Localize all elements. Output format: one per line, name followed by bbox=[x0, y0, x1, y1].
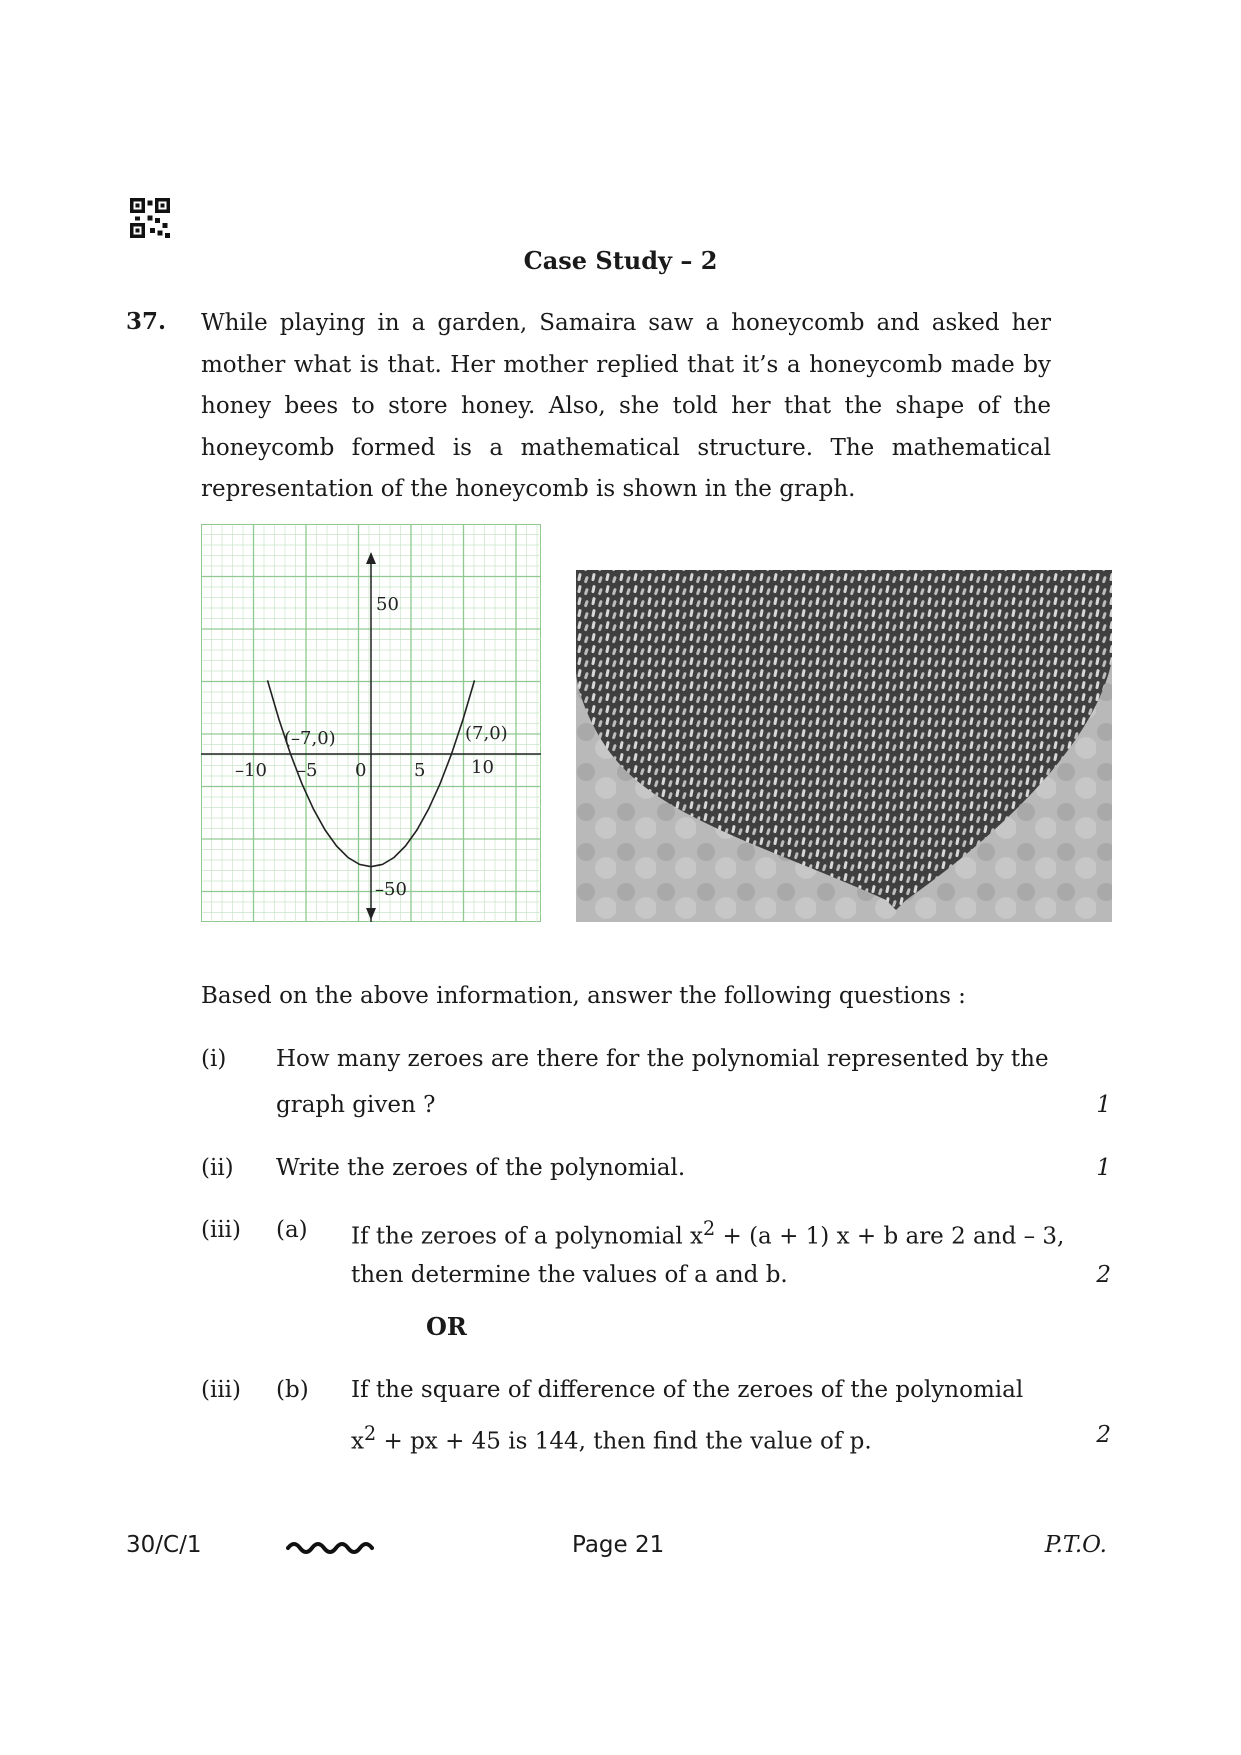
honeycomb-photo bbox=[576, 560, 1112, 922]
tick-label-x5: 5 bbox=[414, 760, 426, 781]
please-turn-over: P.T.O. bbox=[1044, 1532, 1107, 1558]
tick-label-x-5: –5 bbox=[297, 760, 318, 781]
question-i-text-line2: graph given ? bbox=[276, 1092, 436, 1118]
tick-label-x-10: –10 bbox=[235, 760, 267, 781]
question-i-label: (i) bbox=[201, 1046, 227, 1072]
question-ii-label: (ii) bbox=[201, 1155, 234, 1181]
question-iii-b-text-line1: If the square of difference of the zeroes of the polynomial bbox=[351, 1377, 1024, 1403]
paper-code: 30/C/1 bbox=[126, 1532, 202, 1558]
question-iii-a-marks: 2 bbox=[1096, 1262, 1111, 1288]
question-i-text-line1: How many zeroes are there for the polynomial represented by the bbox=[276, 1046, 1049, 1072]
question-iii-a-text-line1: If the zeroes of a polynomial $x^2 + (a + 1) x + b$ are 2 and – 3, bbox=[351, 1217, 1065, 1250]
parabola-graph bbox=[201, 524, 541, 922]
question-ii-marks: 1 bbox=[1096, 1155, 1111, 1181]
question-iii-b-label: (iii) bbox=[201, 1377, 242, 1403]
page-number: Page 21 bbox=[572, 1532, 665, 1558]
tick-label-y-50: –50 bbox=[375, 879, 407, 900]
exponent: 2 bbox=[363, 1422, 377, 1445]
question-iii-b-sub-label: (b) bbox=[276, 1377, 309, 1403]
question-intro: While playing in a garden, Samaira saw a honeycomb and asked her mother what is that. Her mother replied that it’s a honeycomb made by honey bees to store honey. Also, she told her that the shape of the honeycomb formed is a mathematical structure. The mathematical representation of the honeycomb is shown in the graph. bbox=[201, 310, 1051, 502]
question-iii-a-label: (iii) bbox=[201, 1217, 242, 1243]
annotation-left-zero: (–7,0) bbox=[284, 728, 336, 749]
case-study-heading: Case Study – 2 bbox=[523, 246, 718, 275]
question-iii-b-marks: 2 bbox=[1096, 1422, 1111, 1448]
tick-label-x10: 10 bbox=[471, 757, 494, 778]
question-number: 37. bbox=[126, 308, 167, 335]
instruction-text: Based on the above information, answer the following questions : bbox=[201, 983, 966, 1009]
annotation-right-zero: (7,0) bbox=[465, 723, 508, 744]
question-iii-a-sub-label: (a) bbox=[276, 1217, 308, 1243]
tick-label-y50: 50 bbox=[376, 594, 399, 615]
question-iii-a-text-line2: then determine the values of a and b. bbox=[351, 1262, 788, 1288]
question-iii-b-text-line2: $x^2$ + px + 45 is 144, then find the value of p. bbox=[351, 1422, 872, 1455]
question-i-marks: 1 bbox=[1096, 1092, 1111, 1118]
question-ii-text: Write the zeroes of the polynomial. bbox=[276, 1155, 686, 1181]
wave-ornament bbox=[286, 1532, 386, 1562]
qr-code bbox=[130, 198, 170, 238]
tick-label-x0: 0 bbox=[355, 760, 367, 781]
or-separator: OR bbox=[426, 1312, 467, 1341]
exponent: 2 bbox=[702, 1217, 716, 1240]
